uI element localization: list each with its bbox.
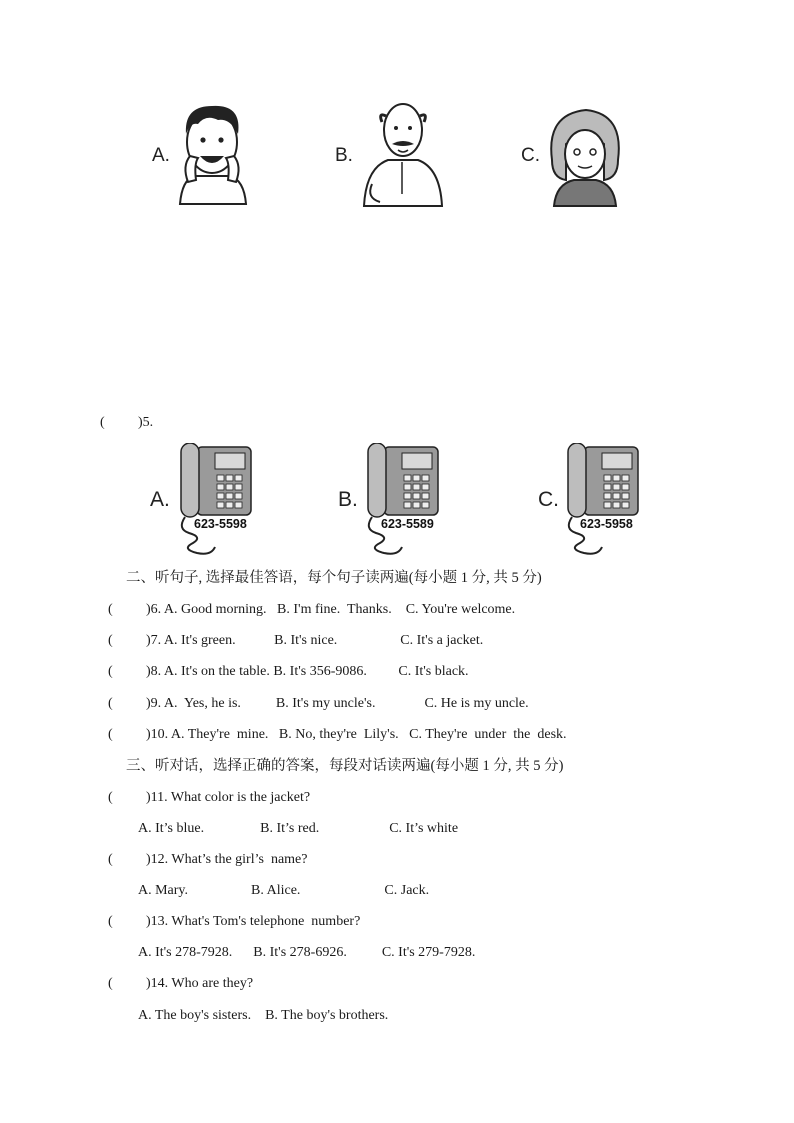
q12-options: A. Mary. B. Alice. C. Jack. (138, 883, 430, 898)
phone-c-label: C. (538, 488, 559, 511)
q13-text: )13. What's Tom's telephone number? (146, 914, 361, 929)
q14-paren: ( (108, 976, 113, 991)
q5-paren-open: ( (100, 415, 105, 430)
telephone-b-icon (362, 443, 442, 563)
q11-text: )11. What color is the jacket? (146, 790, 311, 805)
q5-number: )5. (138, 415, 154, 430)
phone-b-number: 623-5589 (381, 517, 434, 531)
q13-options: A. It's 278-7928. B. It's 278-6926. C. It's 279-7928. (138, 945, 476, 960)
boy-illustration (172, 100, 252, 215)
phone-a-number: 623-5598 (194, 517, 247, 531)
q10-paren: ( (108, 727, 113, 742)
section3-heading: 三、听对话，选择正确的答案，每段对话读两遍(每小题 1 分, 共 5 分) (126, 758, 564, 774)
q14-options: A. The boy's sisters. B. The boy's brothers. (138, 1008, 389, 1023)
q6-paren: ( (108, 602, 113, 617)
q11-paren: ( (108, 790, 113, 805)
q9-text: )9. A. Yes, he is. B. It's my uncle's. C. He is my uncle. (146, 696, 529, 711)
option-b-label: B. (335, 145, 353, 166)
phone-a-label: A. (150, 488, 170, 511)
q9-paren: ( (108, 696, 113, 711)
q11-options: A. It’s blue. B. It’s red. C. It’s white (138, 821, 459, 836)
grandpa-illustration (358, 98, 448, 215)
q8-text: )8. A. It's on the table. B. It's 356-9086. C. It's black. (146, 664, 469, 679)
option-a-label: A. (152, 145, 170, 166)
q14-text: )14. Who are they? (146, 976, 254, 991)
telephone-c-icon (562, 443, 642, 563)
phone-b-label: B. (338, 488, 358, 511)
q7-text: )7. A. It's green. B. It's nice. C. It's a jacket. (146, 633, 484, 648)
q7-paren: ( (108, 633, 113, 648)
q13-paren: ( (108, 914, 113, 929)
q8-paren: ( (108, 664, 113, 679)
q10-text: )10. A. They're mine. B. No, they're Lily's. C. They're under the desk. (146, 727, 567, 742)
section2-heading: 二、听句子, 选择最佳答语，每个句子读两遍(每小题 1 分, 共 5 分) (126, 570, 542, 586)
q12-paren: ( (108, 852, 113, 867)
phone-c-number: 623-5958 (580, 517, 633, 531)
telephone-a-icon (175, 443, 255, 563)
q12-text: )12. What’s the girl’s name? (146, 852, 308, 867)
grandma-illustration (544, 104, 626, 215)
q6-text: )6. A. Good morning. B. I'm fine. Thanks. C. You're welcome. (146, 602, 516, 617)
option-c-label: C. (521, 145, 540, 166)
